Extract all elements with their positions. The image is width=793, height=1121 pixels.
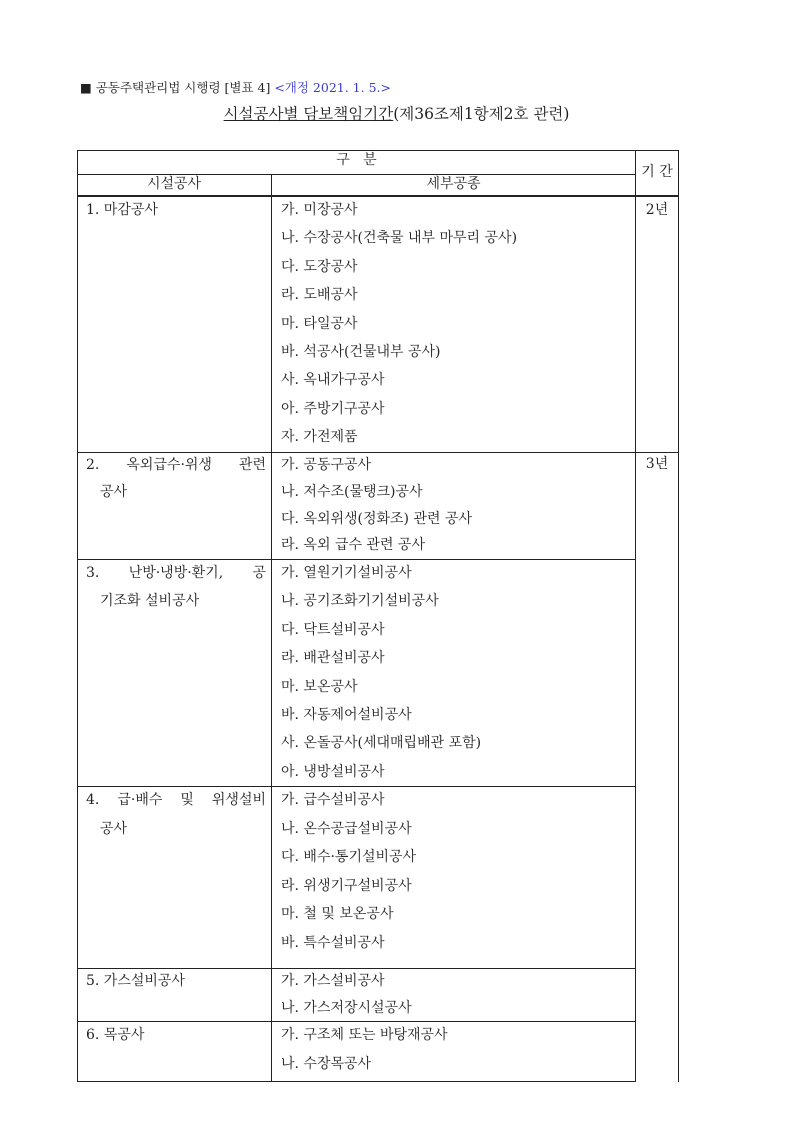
facility-name <box>86 559 266 616</box>
table-section <box>77 452 636 559</box>
detail-item: 다. 도장공사 <box>281 258 358 275</box>
facility-name <box>86 452 266 506</box>
section-divider <box>77 1081 636 1082</box>
facility-name-line: 3. 난방·냉방·환기, 공 <box>86 565 266 581</box>
detail-item: 가. 급수설비공사 <box>281 792 385 808</box>
detail-item: 다. 옥외위생(정화조) 관련 공사 <box>281 510 473 527</box>
square-marker-icon: ■ <box>80 80 92 95</box>
detail-item: 다. 닥트설비공사 <box>281 621 385 638</box>
header-period: 기 간 <box>641 164 673 180</box>
facility-name-line: 5. 가스설비공사 <box>86 973 185 989</box>
detail-item: 가. 가스설비공사 <box>281 973 385 989</box>
facility-name-line: 1. 마감공사 <box>86 202 158 218</box>
facility-name-line: 6. 목공사 <box>86 1027 145 1043</box>
facility-name-line: 공사 <box>100 483 128 500</box>
facility-name <box>86 786 266 843</box>
table-section <box>77 196 636 452</box>
detail-item: 마. 철 및 보온공사 <box>281 906 394 922</box>
table-section <box>77 559 636 786</box>
detail-item: 나. 수장공사(건축물 내부 마무리 공사) <box>281 230 518 247</box>
facility-name <box>86 968 266 995</box>
detail-item: 다. 배수·통기설비공사 <box>281 849 417 865</box>
detail-list <box>281 196 517 452</box>
detail-item: 바. 특수설비공사 <box>281 934 385 951</box>
header-detail: 세부공종 <box>426 176 481 192</box>
title-reference: (제36조제1항제2호 관련) <box>393 105 570 123</box>
detail-list <box>281 1021 448 1078</box>
detail-item: 가. 열원기기설비공사 <box>281 565 412 581</box>
detail-item: 라. 위생기구설비공사 <box>281 877 412 894</box>
detail-item: 사. 온돌공사(세대매립배관 포함) <box>281 735 482 752</box>
period-2-years: 2년 <box>645 202 669 218</box>
detail-item: 바. 자동제어설비공사 <box>281 707 412 724</box>
detail-item: 가. 공동구공사 <box>281 457 372 473</box>
title-main: 시설공사별 담보책임기간 <box>223 105 394 123</box>
detail-item: 바. 석공사(건물내부 공사) <box>281 344 441 361</box>
detail-item: 나. 가스저장시설공사 <box>281 999 412 1016</box>
detail-item: 나. 저수조(물탱크)공사 <box>281 483 423 500</box>
detail-item: 사. 옥내가구공사 <box>281 372 385 389</box>
facility-name-line: 공사 <box>100 820 128 837</box>
header-facility: 시설공사 <box>146 176 202 192</box>
detail-item: 마. 타일공사 <box>281 315 358 332</box>
header-group: 구 분 <box>336 152 377 168</box>
detail-item: 나. 온수공급설비공사 <box>281 820 412 837</box>
detail-item: 마. 보온공사 <box>281 678 358 695</box>
detail-list <box>281 559 481 786</box>
detail-item: 아. 냉방설비공사 <box>281 763 385 780</box>
detail-item: 나. 공기조화기기설비공사 <box>281 593 439 610</box>
detail-list <box>281 968 412 1021</box>
detail-item: 라. 옥외 급수 관련 공사 <box>281 537 425 554</box>
facility-name-line: 4. 급·배수 및 위생설비 <box>86 792 266 808</box>
table-section <box>77 786 636 968</box>
detail-item: 가. 미장공사 <box>281 202 358 218</box>
page-title <box>0 102 793 124</box>
period-3-years: 3년 <box>645 456 669 472</box>
law-reference: 공동주택관리법 시행령 [별표 4] <box>95 80 271 95</box>
document-header <box>80 78 391 96</box>
facility-name-line: 기조화 설비공사 <box>100 593 200 610</box>
detail-item: 나. 수장목공사 <box>281 1055 372 1072</box>
table-section <box>77 1021 636 1081</box>
facility-name <box>86 1021 266 1050</box>
detail-list <box>281 786 416 957</box>
facility-name <box>86 196 266 224</box>
detail-item: 자. 가전제품 <box>281 429 358 446</box>
detail-list <box>281 452 472 559</box>
detail-item: 가. 구조체 또는 바탕재공사 <box>281 1027 448 1043</box>
table-section <box>77 968 636 1021</box>
detail-item: 라. 도배공사 <box>281 287 358 304</box>
detail-item: 아. 주방기구공사 <box>281 400 385 417</box>
detail-item: 라. 배관설비공사 <box>281 650 385 667</box>
amendment-date: <개정 2021. 1. 5.> <box>274 80 391 95</box>
facility-name-line: 2. 옥외급수·위생 관련 <box>86 457 266 473</box>
